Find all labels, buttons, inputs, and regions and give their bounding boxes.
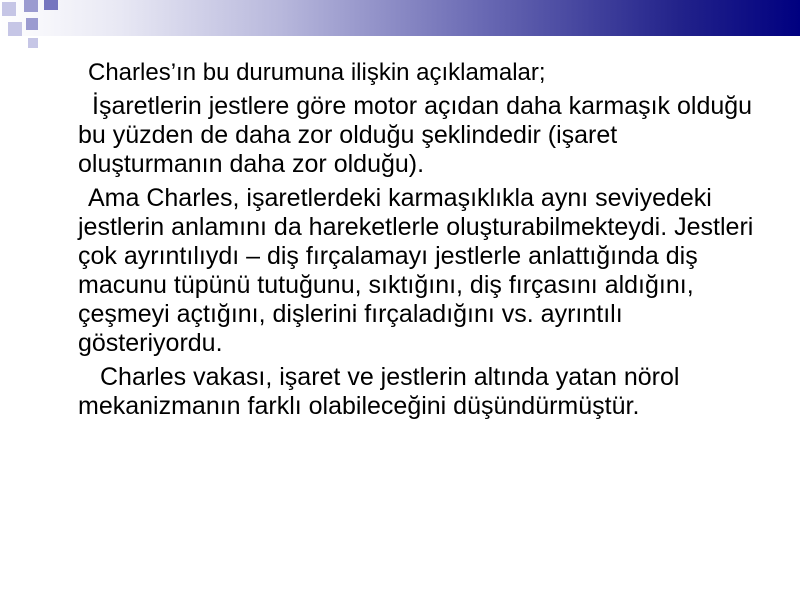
paragraph-1: İşaretlerin jestlere göre motor açıdan daha karmaşık olduğu bu yüzden de daha zor olduğu şeklindedir (işaret oluşturmanın daha zor olduğu). — [78, 92, 753, 178]
decorative-square — [2, 2, 16, 16]
decorative-square — [26, 18, 38, 30]
slide-body — [78, 58, 768, 426]
decorative-square — [28, 38, 38, 48]
paragraph-2: Ama Charles, işaretlerdeki karmaşıklıkla aynı seviyedeki jestlerin anlamını da hareketlerle oluşturabilmekteydi. Jestleri çok ayrıntılıydı – diş fırçalamayı jestlerle anlattığında diş macunu tüpünü tutuğunu, sıktığını, diş fırçasını aldığını, çeşmeyi açtığını, dişlerini fırçaladığını vs. ayrıntılı gösteriyordu. — [78, 184, 754, 357]
paragraph-3: Charles vakası, işaret ve jestlerin altında yatan nörol mekanizmanın farklı olabileceğini düşündürmüştür. — [78, 363, 680, 420]
intro-line: Charles’ın bu durumuna ilişkin açıklamalar; — [88, 59, 546, 86]
decorative-square — [24, 0, 38, 12]
header-gradient-band — [0, 0, 800, 36]
decorative-square — [8, 22, 22, 36]
decorative-square — [44, 0, 58, 10]
